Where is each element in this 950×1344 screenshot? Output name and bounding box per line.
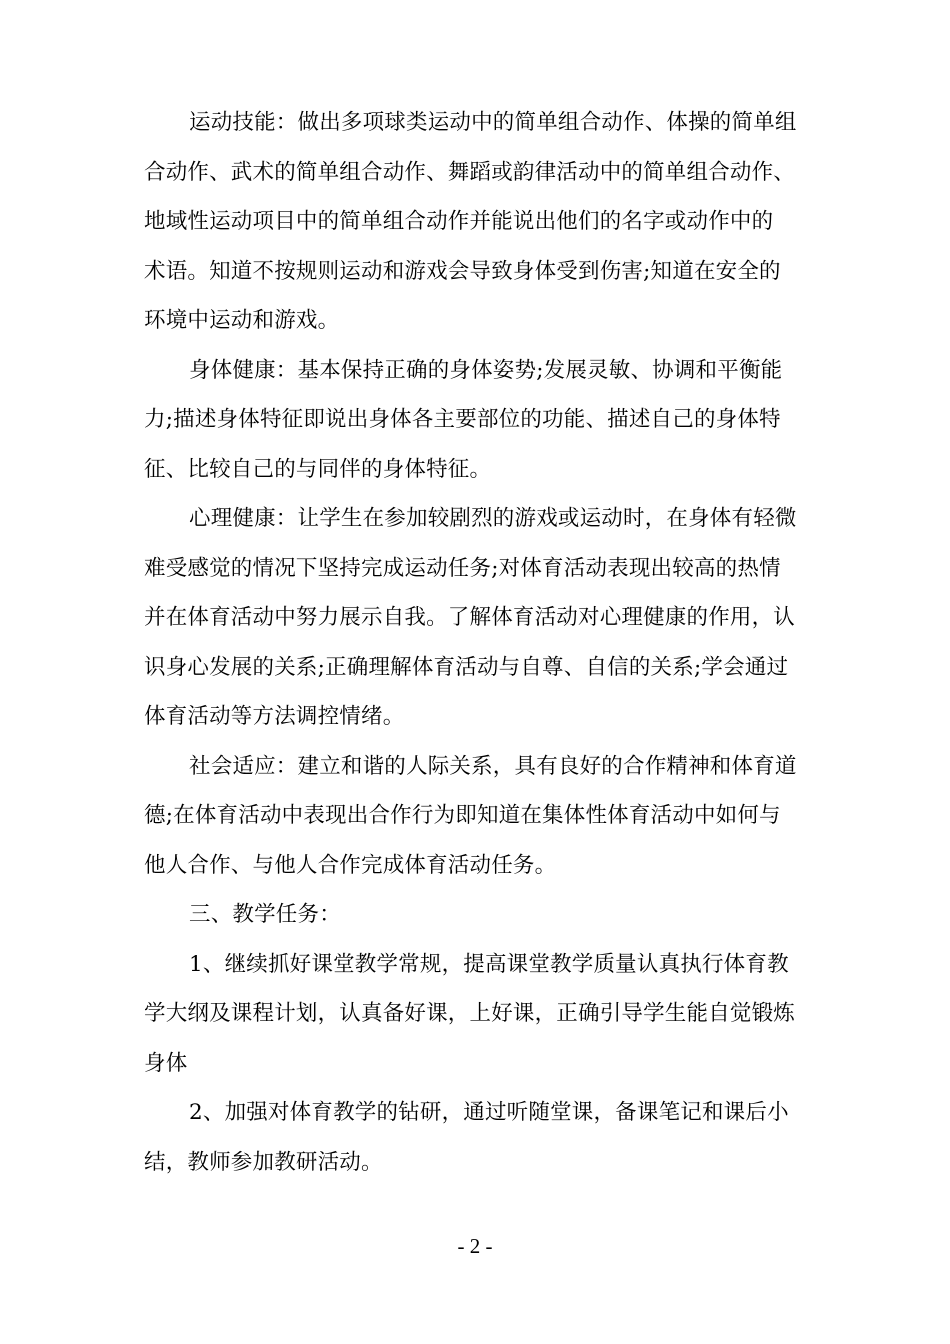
para-mental-health — [144, 494, 812, 742]
text-line: 难受感觉的情况下坚持完成运动任务;对体育活动表现出较高的热情 — [144, 555, 781, 581]
text-line: 德;在体育活动中表现出合作行为即知道在集体性体育活动中如何与 — [144, 803, 781, 828]
text-line: 并在体育活动中努力展示自我。了解体育活动对心理健康的作用，认 — [144, 605, 796, 630]
document-body — [144, 98, 812, 1187]
text-line: 环境中运动和游戏。 — [144, 308, 340, 333]
text-line: 学大纲及课程计划，认真备好课，上好课，正确引导学生能自觉锻炼 — [144, 1001, 796, 1026]
text-line: 结，教师参加教研活动。 — [144, 1149, 383, 1175]
text-line: 术语。知道不按规则运动和游戏会导致身体受到伤害;知道在安全的 — [144, 258, 781, 284]
text-line: 地域性运动项目中的简单组合动作并能说出他们的名字或动作中的 — [144, 209, 774, 234]
section-heading — [144, 890, 812, 940]
text-line: 心理健康：让学生在参加较剧烈的游戏或运动时，在身体有轻微 — [189, 506, 797, 531]
text-line: 力;描述身体特征即说出身体各主要部位的功能、描述自己的身体特 — [144, 407, 781, 432]
para-social-adaptation — [144, 742, 812, 891]
para-physical-health — [144, 346, 812, 495]
text-line: 识身心发展的关系;正确理解体育活动与自尊、自信的关系;学会通过 — [144, 654, 789, 680]
para-motor-skills — [144, 98, 812, 346]
text-line: 2、加强对体育教学的钻研，通过听随堂课，备课笔记和课后小 — [189, 1100, 789, 1125]
page-number: - 2 - — [457, 1234, 493, 1258]
para-task-1 — [144, 940, 812, 1089]
heading-line: 三、教学任务： — [189, 902, 341, 927]
text-line: 身体健康：基本保持正确的身体姿势;发展灵敏、协调和平衡能 — [189, 357, 783, 383]
text-line: 体育活动等方法调控情绪。 — [144, 704, 405, 729]
text-line: 社会适应：建立和谐的人际关系，具有良好的合作精神和体育道 — [189, 753, 797, 779]
text-line: 运动技能：做出多项球类运动中的简单组合动作、体操的简单组 — [189, 110, 797, 135]
text-line: 他人合作、与他人合作完成体育活动任务。 — [144, 852, 557, 878]
text-line: 身体 — [144, 1050, 188, 1076]
text-line: 1、继续抓好课堂教学常规，提高课堂教学质量认真执行体育教 — [189, 951, 789, 977]
text-line: 合动作、武术的简单组合动作、舞蹈或韵律活动中的简单组合动作、 — [144, 159, 796, 185]
para-task-2 — [144, 1088, 812, 1187]
text-line: 征、比较自己的与同伴的身体特征。 — [144, 456, 492, 482]
